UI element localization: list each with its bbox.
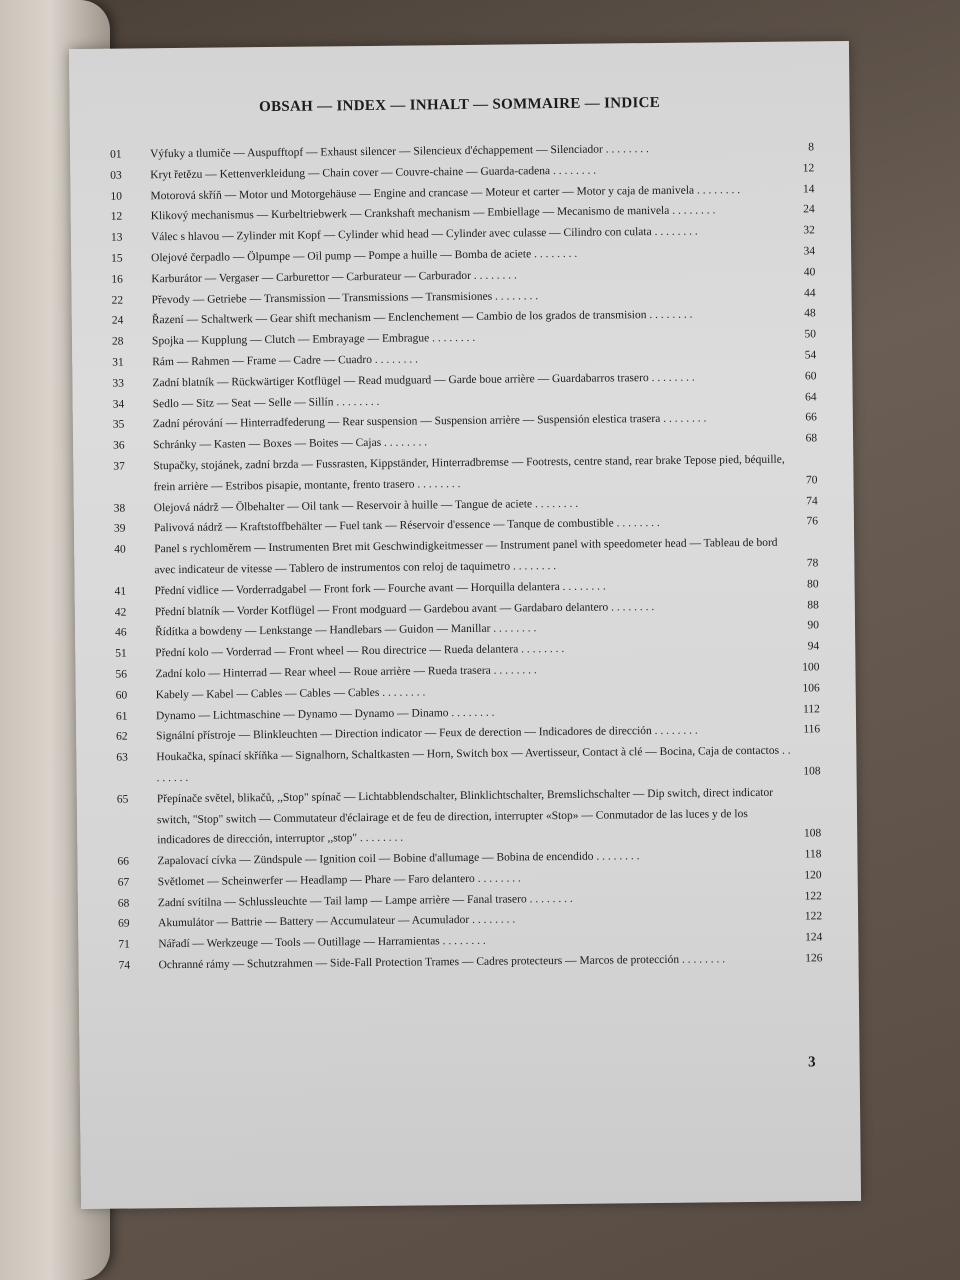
entry-number: 61 <box>115 710 128 723</box>
entry-title-text: Převody — Getriebe — Transmission — Transmissions — Transmisiones <box>151 290 493 306</box>
entry-page: 32 <box>803 224 815 237</box>
dot-leader: . . . . . . . . <box>521 643 565 656</box>
entry-title-text: Válec s hlavou — Zylinder mit Kopf — Cylinder whid head — Cylinder avec culasse — Cilindro con culata <box>150 226 652 244</box>
entry-title-text: Zapalovací cívka — Zündspule — Ignition coil — Bobine d'allumage — Bobina de encendido <box>157 850 594 868</box>
dot-leader: . . . . . . . . <box>651 371 695 384</box>
entry-number: 34 <box>112 398 125 411</box>
entry-title <box>156 741 794 789</box>
index-entry <box>114 532 818 581</box>
entry-number: 41 <box>114 585 127 598</box>
dot-leader: . . . . . . . . <box>696 183 741 197</box>
dot-leader: . . . . . . . . <box>417 477 461 491</box>
entry-title-text: Zadní blatník — Rückwärtiger Kotflügel — Read mudguard — Garde boue arrière — Guardabarros trasero <box>152 371 649 390</box>
entry-page: 108 <box>803 827 822 840</box>
entry-number: 65 <box>116 793 129 806</box>
entry-number: 01 <box>109 148 122 161</box>
entry-page: 76 <box>806 515 818 528</box>
dot-leader: . . . . . . . . <box>156 744 791 785</box>
dot-leader: . . . . . . . . <box>471 913 516 927</box>
entry-title-text: Nářadí — Werkzeuge — Tools — Outillage — Harramientas <box>158 935 440 951</box>
entry-number: 10 <box>110 190 123 203</box>
dot-leader: . . . . . . . . <box>605 143 649 156</box>
dot-leader: . . . . . . . . <box>681 953 726 966</box>
dot-leader: . . . . . . . . <box>654 225 698 239</box>
entry-page: 122 <box>804 889 822 903</box>
entry-page: 44 <box>803 286 816 300</box>
entry-page: 88 <box>807 598 819 611</box>
dot-leader: . . . . . . . . <box>562 580 606 593</box>
entry-page: 66 <box>805 411 817 424</box>
entry-number: 12 <box>110 210 123 224</box>
entry-page: 108 <box>803 765 821 778</box>
entry-number: 35 <box>112 418 125 432</box>
entry-page: 70 <box>805 474 818 487</box>
dot-leader: . . . . . . . . <box>616 517 660 530</box>
entry-page: 8 <box>808 141 815 154</box>
entry-page: 80 <box>807 578 819 591</box>
entry-number: 62 <box>116 730 128 743</box>
entry-number: 42 <box>114 606 127 619</box>
entry-number: 40 <box>114 543 126 556</box>
entry-title-text: Výfuky a tlumiče — Auspufftopf — Exhaust silencer — Silencieux d'échappement — Silenciador <box>149 143 603 161</box>
entry-title-text: Sedlo — Sitz — Seat — Selle — Sillín <box>152 395 334 410</box>
entry-page: 74 <box>806 494 818 507</box>
entry-title-text: Signální přístroje — Blinkleuchten — Direction indicator — Feux de derection — Indicadores de dirección <box>156 725 652 743</box>
entry-title-text: Olejová nádrž — Ölbehalter — Oil tank — Reservoir à huille — Tangue de aciete <box>153 497 533 514</box>
entry-title-text: Motorová skříň — Motor und Motorgehäuse — Engine and crancase — Moteur et carter — Motor y caja de manivela <box>150 184 695 202</box>
entry-title-text: Akumulátor — Battrie — Battery — Accumulateur — Acumulador <box>158 914 470 930</box>
index-page <box>69 41 861 1209</box>
entry-number: 28 <box>111 335 124 348</box>
entry-title-text: Panel s rychloměrem — Instrumenten Bret mit Geschwindigkeitmesser — Instrument panel with speedometer head — Tableau de bord avec indicateur de vitesse — Tablero de instrumentos con reloj de taquimetro <box>154 536 778 577</box>
page-title: OBSAH — INDEX — INHALT — SOMMAIRE — INDICE <box>258 94 661 116</box>
entry-page: 50 <box>804 328 817 341</box>
page-number: 3 <box>808 1054 816 1071</box>
entry-page: 14 <box>802 182 815 196</box>
dot-leader: . . . . . . . . <box>672 204 716 218</box>
entry-page: 120 <box>804 869 822 882</box>
entry-page: 60 <box>804 370 817 383</box>
entry-title-text: Přední vidlice — Vorderradgabel — Front fork — Fourche avant — Horquilla delantera <box>154 580 560 597</box>
dot-leader: . . . . . . . . <box>374 353 419 366</box>
dot-leader: . . . . . . . . <box>336 395 380 408</box>
entry-page: 116 <box>803 723 821 736</box>
entry-page: 122 <box>804 910 823 923</box>
entry-title-text: Schránky — Kasten — Boxes — Boites — Cajas <box>153 437 382 452</box>
entry-number: 68 <box>117 897 130 910</box>
index-list <box>110 137 823 976</box>
entry-page: 126 <box>805 952 823 965</box>
dot-leader: . . . . . . . . <box>534 497 579 510</box>
entry-number: 74 <box>118 959 131 972</box>
entry-number: 46 <box>115 626 127 639</box>
dot-leader: . . . . . . . . <box>649 308 693 322</box>
entry-title-text: Kabely — Kabel — Cables — Cables — Cables <box>155 686 380 701</box>
dot-leader: . . . . . . . . <box>451 706 495 719</box>
entry-number: 51 <box>115 647 127 660</box>
entry-page: 100 <box>802 661 820 674</box>
entry-number: 38 <box>113 502 126 515</box>
entry-number: 24 <box>111 314 124 328</box>
dot-leader: . . . . . . . . <box>596 850 640 863</box>
dot-leader: . . . . . . . . <box>533 247 578 261</box>
entry-title-text: Klikový mechanismus — Kurbeltriebwerk — Crankshaft mechanism — Embiellage — Mecanismo de manivela <box>150 205 670 223</box>
entry-title <box>154 533 792 581</box>
entry-title-text: Palivová nádrž — Kraftstoffbehälter — Fuel tank — Réservoir d'essence — Tanque de combustible <box>153 517 614 535</box>
entry-title-text: Dynamo — Lichtmaschine — Dynamo — Dynamo — Dinamo <box>155 706 449 722</box>
entry-number: 33 <box>112 377 125 390</box>
entry-title-text: Ochranné rámy — Schutzrahmen — Side-Fall Protection Trames — Cadres protecteurs — Marcos de protección <box>158 953 680 972</box>
entry-title-text: Zadní pérování — Hinterradfederung — Rear suspension — Suspension arrière — Suspensión elestica trasera <box>152 413 661 431</box>
entry-title-text: Přední blatník — Vorder Kotflügel — Front modguard — Gardebou avant — Gardabaro delantero <box>154 601 609 618</box>
dot-leader: . . . . . . . . <box>611 600 655 613</box>
entry-number: 13 <box>110 231 123 244</box>
entry-title-text: Přepínače světel, blikačů, ,,Stop" spínač — Lichtabblendschalter, Blinklichtschalter, Bremslichschalter — Dip switch, direct indicator switch, "Stop" switch — Commutateur d'éclairage et de feu de direction, interrupter «Stop» — Conmutador de las luces y de los indicadores de dirección, interruptor ,,stop" <box>156 786 774 847</box>
entry-title-text: Kryt řetězu — Kettenverkleidung — Chain cover — Couvre-chaine — Guarda-cadena <box>150 164 551 182</box>
dot-leader: . . . . . . . . <box>512 559 557 573</box>
dot-leader: . . . . . . . . <box>477 872 521 885</box>
index-entry <box>113 449 817 498</box>
entry-number: 66 <box>117 855 130 868</box>
entry-title-text: Karburátor — Vergaser — Carburettor — Carburateur — Carburador <box>151 269 471 286</box>
entry-title-text: Olejové čerpadlo — Ölpumpe — Oil pump — Pompe a huille — Bomba de aciete <box>151 248 532 265</box>
dot-leader: . . . . . . . . <box>529 892 573 906</box>
entry-number: 69 <box>118 918 130 931</box>
entry-number: 71 <box>118 938 130 951</box>
entry-title-text: Zadní kolo — Hinterrad — Rear wheel — Roue arrière — Rueda trasera <box>155 664 491 681</box>
dot-leader: . . . . . . . . <box>493 664 537 677</box>
entry-page: 90 <box>807 619 820 632</box>
entry-number: 67 <box>117 876 130 889</box>
entry-number: 16 <box>111 273 123 286</box>
entry-number: 60 <box>115 689 128 702</box>
entry-page: 34 <box>803 245 816 258</box>
entry-page: 68 <box>805 432 818 445</box>
entry-number: 15 <box>111 252 123 265</box>
entry-page: 106 <box>802 682 820 695</box>
entry-page: 40 <box>803 266 816 279</box>
dot-leader: . . . . . . . . <box>552 164 597 177</box>
entry-title-text: Řídítka a bowdeny — Lenkstange — Handlebars — Guidon — Manillar <box>154 623 491 639</box>
dot-leader: . . . . . . . . <box>442 935 486 948</box>
dot-leader: . . . . . . . . <box>383 436 428 449</box>
entry-page: 112 <box>803 702 820 715</box>
entry-page: 118 <box>804 848 822 861</box>
entry-page: 64 <box>805 390 817 403</box>
entry-page: 94 <box>807 640 820 653</box>
entry-title-text: Světlomet — Scheinwerfer — Headlamp — Phare — Faro delantero <box>157 872 475 889</box>
entry-title-text: Řazení — Schaltwerk — Gear shift mechanism — Enclenchement — Cambio de los grados de transmision <box>151 309 647 327</box>
entry-number: 63 <box>116 751 128 764</box>
entry-page: 24 <box>803 203 815 216</box>
index-entry <box>116 740 820 789</box>
entry-page: 48 <box>804 307 816 320</box>
entry-number: 37 <box>113 460 125 473</box>
entry-number: 03 <box>110 169 122 182</box>
entry-page: 12 <box>802 162 815 175</box>
entry-title-text: Přední kolo — Vorderrad — Front wheel — Rou directrice — Rueda delantera <box>155 643 519 660</box>
dot-leader: . . . . . . . . <box>494 289 539 303</box>
entry-title-text: Zadní svítilna — Schlussleuchte — Tail lamp — Lampe arrière — Fanal trasero <box>157 893 527 909</box>
index-entry <box>117 782 822 852</box>
dot-leader: . . . . . . . . <box>663 412 707 426</box>
entry-number: 31 <box>112 356 124 369</box>
entry-number: 22 <box>111 294 124 307</box>
entry-title <box>157 782 796 851</box>
entry-page: 54 <box>804 349 817 362</box>
entry-number: 56 <box>115 668 128 681</box>
entry-title-text: Stupačky, stojánek, zadní brzda — Fussrasten, Kippständer, Hinterradbremse — Footrests, centre stand, rear brake Tepose pied, béquille, frein arrière — Estribos pisapie, montante, frento trasero <box>153 453 785 494</box>
dot-leader: . . . . . . . . <box>359 831 404 845</box>
entry-title-text: Spojka — Kupplung — Clutch — Embrayage — Embrague <box>151 332 430 348</box>
entry-title-text: Houkačka, spínací skříňka — Signalhorn, Schaltkasten — Horn, Switch box — Avertisseur, Contact à clé — Bocina, Caja de contactos <box>156 744 780 764</box>
entry-number: 36 <box>113 439 125 452</box>
dot-leader: . . . . . . . . <box>654 724 698 738</box>
entry-title <box>153 450 791 498</box>
entry-number: 39 <box>113 522 126 536</box>
dot-leader: . . . . . . . . <box>493 622 537 636</box>
entry-title-text: Rám — Rahmen — Frame — Cadre — Cuadro <box>152 353 373 369</box>
dot-leader: . . . . . . . . <box>382 686 426 699</box>
entry-page: 78 <box>806 557 819 570</box>
dot-leader: . . . . . . . . <box>473 269 517 282</box>
dot-leader: . . . . . . . . <box>432 332 476 345</box>
entry-page: 124 <box>804 931 823 944</box>
